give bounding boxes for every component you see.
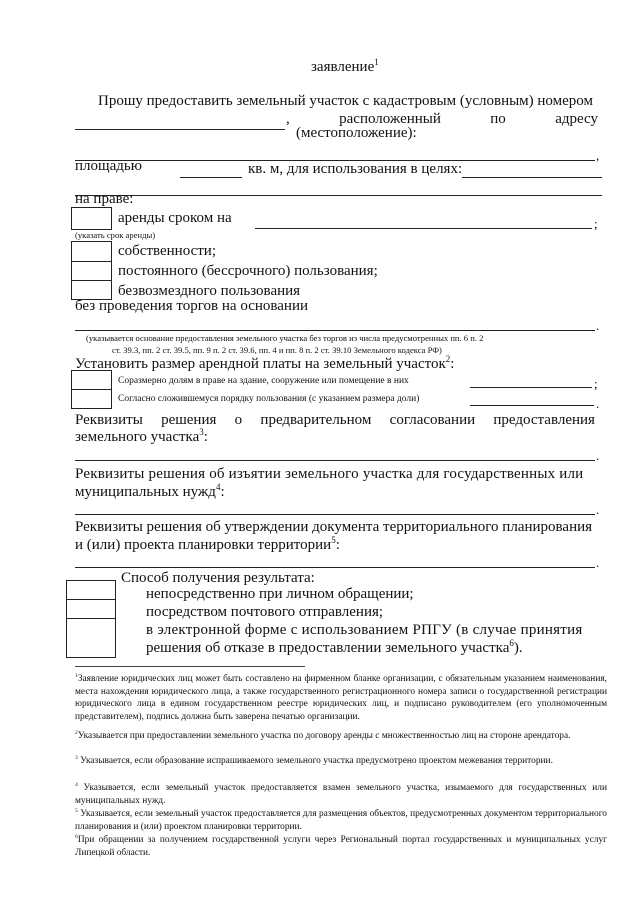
rent-proportional-label: Соразмерно долям в праве на здание, сооружение или помещение в них xyxy=(118,376,409,386)
rent-usage-order-checkbox[interactable] xyxy=(71,389,112,409)
rent-usage-order-label: Согласно сложившемуся порядку пользования (с указанием размера доли) xyxy=(118,394,420,404)
result-in-person-label: непосредственно при личном обращении; xyxy=(146,586,414,602)
lease-label: аренды сроком на xyxy=(118,210,232,226)
footnote-5: $^5$ Указывается, если земельный участок предоставляется для размещения объектов, предусмотренных документом территориального планирования и (или) проектом планировки территории. xyxy=(75,807,607,832)
cadastral-number-field[interactable] xyxy=(75,129,285,130)
footnote-6: $^6$При обращении за получением государственной услуги через Региональный портал государственных и муниципальных услуг Липецкой области. xyxy=(75,833,607,858)
footnote-2: $^2$Указывается при предоставлении земельного участка по договору аренды с множественностью лиц на стороне арендатора. xyxy=(75,729,571,741)
footnote-1: $^1$Заявление юридических лиц может быть составлено на фирменном бланке организации, с обязательным указанием наименования, места нахождения юридического лица, а также государственного регистрационного номера записи о государственной регистрации юридического лица в едином государственном реестре юридических лиц, и подписано руководителем (его уполномоченным представителем), подпись должна быть заверена печатью организации. xyxy=(75,672,607,722)
rights-heading: на праве: xyxy=(75,191,134,207)
prelim-approval-line-1: Реквизиты решения о предварительном согласовании предоставления xyxy=(75,412,595,428)
permanent-use-checkbox[interactable] xyxy=(71,261,112,281)
request-line-2: , расположенный по адресу xyxy=(286,111,598,127)
result-post-label: посредством почтового отправления; xyxy=(146,604,384,620)
rent-usage-order-field[interactable] xyxy=(470,405,594,406)
free-use-checkbox[interactable] xyxy=(71,280,112,300)
plan-field[interactable] xyxy=(75,567,595,568)
lease-checkbox[interactable] xyxy=(71,207,112,230)
free-use-label: безвозмездного пользования xyxy=(118,283,301,299)
rent-heading: Установить размер арендной платы на земельный участок$^2$: xyxy=(75,354,455,372)
prelim-approval-line-2: земельного участка$^3$: xyxy=(75,427,208,445)
footnote-4: $^4$ Указывается, если земельный участок предоставляется взамен земельного участка, изымаемого для государственных или муниципальных нужд. xyxy=(75,781,607,806)
basis-hint-1: (указывается основание предоставления земельного участка без торгов из числа предусмотренных пп. 6 п. 2 xyxy=(86,333,484,343)
request-line-1: Прошу предоставить земельный участок с кадастровым (условным) номером xyxy=(98,93,594,109)
rent-proportional-checkbox[interactable] xyxy=(71,370,112,390)
purpose-field-2[interactable] xyxy=(75,195,602,196)
footnote-3: $^3$ Указывается, если образование испрашиваемого земельного участка предусмотрено проектом межевания территории. xyxy=(75,754,553,766)
seizure-field[interactable] xyxy=(75,514,595,515)
basis-field[interactable] xyxy=(75,330,595,331)
plan-line-1: Реквизиты решения об утверждении документа территориального планирования xyxy=(75,519,593,535)
footnote-ref-1: 1 xyxy=(374,57,379,67)
result-post-checkbox[interactable] xyxy=(66,599,116,619)
lease-term-field[interactable] xyxy=(255,228,592,229)
footnote-separator xyxy=(75,666,305,667)
purpose-field[interactable] xyxy=(462,177,602,178)
basis-hint-2: ст. 39.3, пп. 2 ст. 39.5, пп. 9 п. 2 ст. 39.6, пп. 4 и пп. 8 п. 2 ст. 39.10 Земельного кодекса РФ) xyxy=(112,345,442,355)
result-electronic-checkbox[interactable] xyxy=(66,618,116,658)
result-heading: Способ получения результата: xyxy=(121,570,315,586)
lease-hint: (указать срок аренды) xyxy=(75,230,156,240)
rent-proportional-field[interactable] xyxy=(470,387,592,388)
result-electronic-label: в электронной форме с использованием РПГУ (в случае принятия xyxy=(146,622,583,638)
prelim-approval-field[interactable] xyxy=(75,460,595,461)
ownership-checkbox[interactable] xyxy=(71,241,112,262)
no-tender-label: без проведения торгов на основании xyxy=(75,298,309,314)
seizure-line-1: Реквизиты решения об изъятии земельного участка для государственных или xyxy=(75,466,584,482)
plan-line-2: и (или) проекта планировки территории$^5$: xyxy=(75,535,340,553)
result-in-person-checkbox[interactable] xyxy=(66,580,116,600)
permanent-use-label: постоянного (бессрочного) пользования; xyxy=(118,263,378,279)
area-field[interactable] xyxy=(180,177,242,178)
area-label: площадью xyxy=(75,158,142,174)
area-unit-label: кв. м, для использования в целях: xyxy=(248,161,463,177)
form-title: заявление$^1$ xyxy=(311,57,379,75)
result-electronic-label-2: решения об отказе в предоставлении земельного участка$^6$). xyxy=(146,638,523,656)
ownership-label: собственности; xyxy=(118,243,216,259)
location-label: (местоположение): xyxy=(296,125,417,141)
seizure-line-2: муниципальных нужд$^4$: xyxy=(75,482,225,500)
